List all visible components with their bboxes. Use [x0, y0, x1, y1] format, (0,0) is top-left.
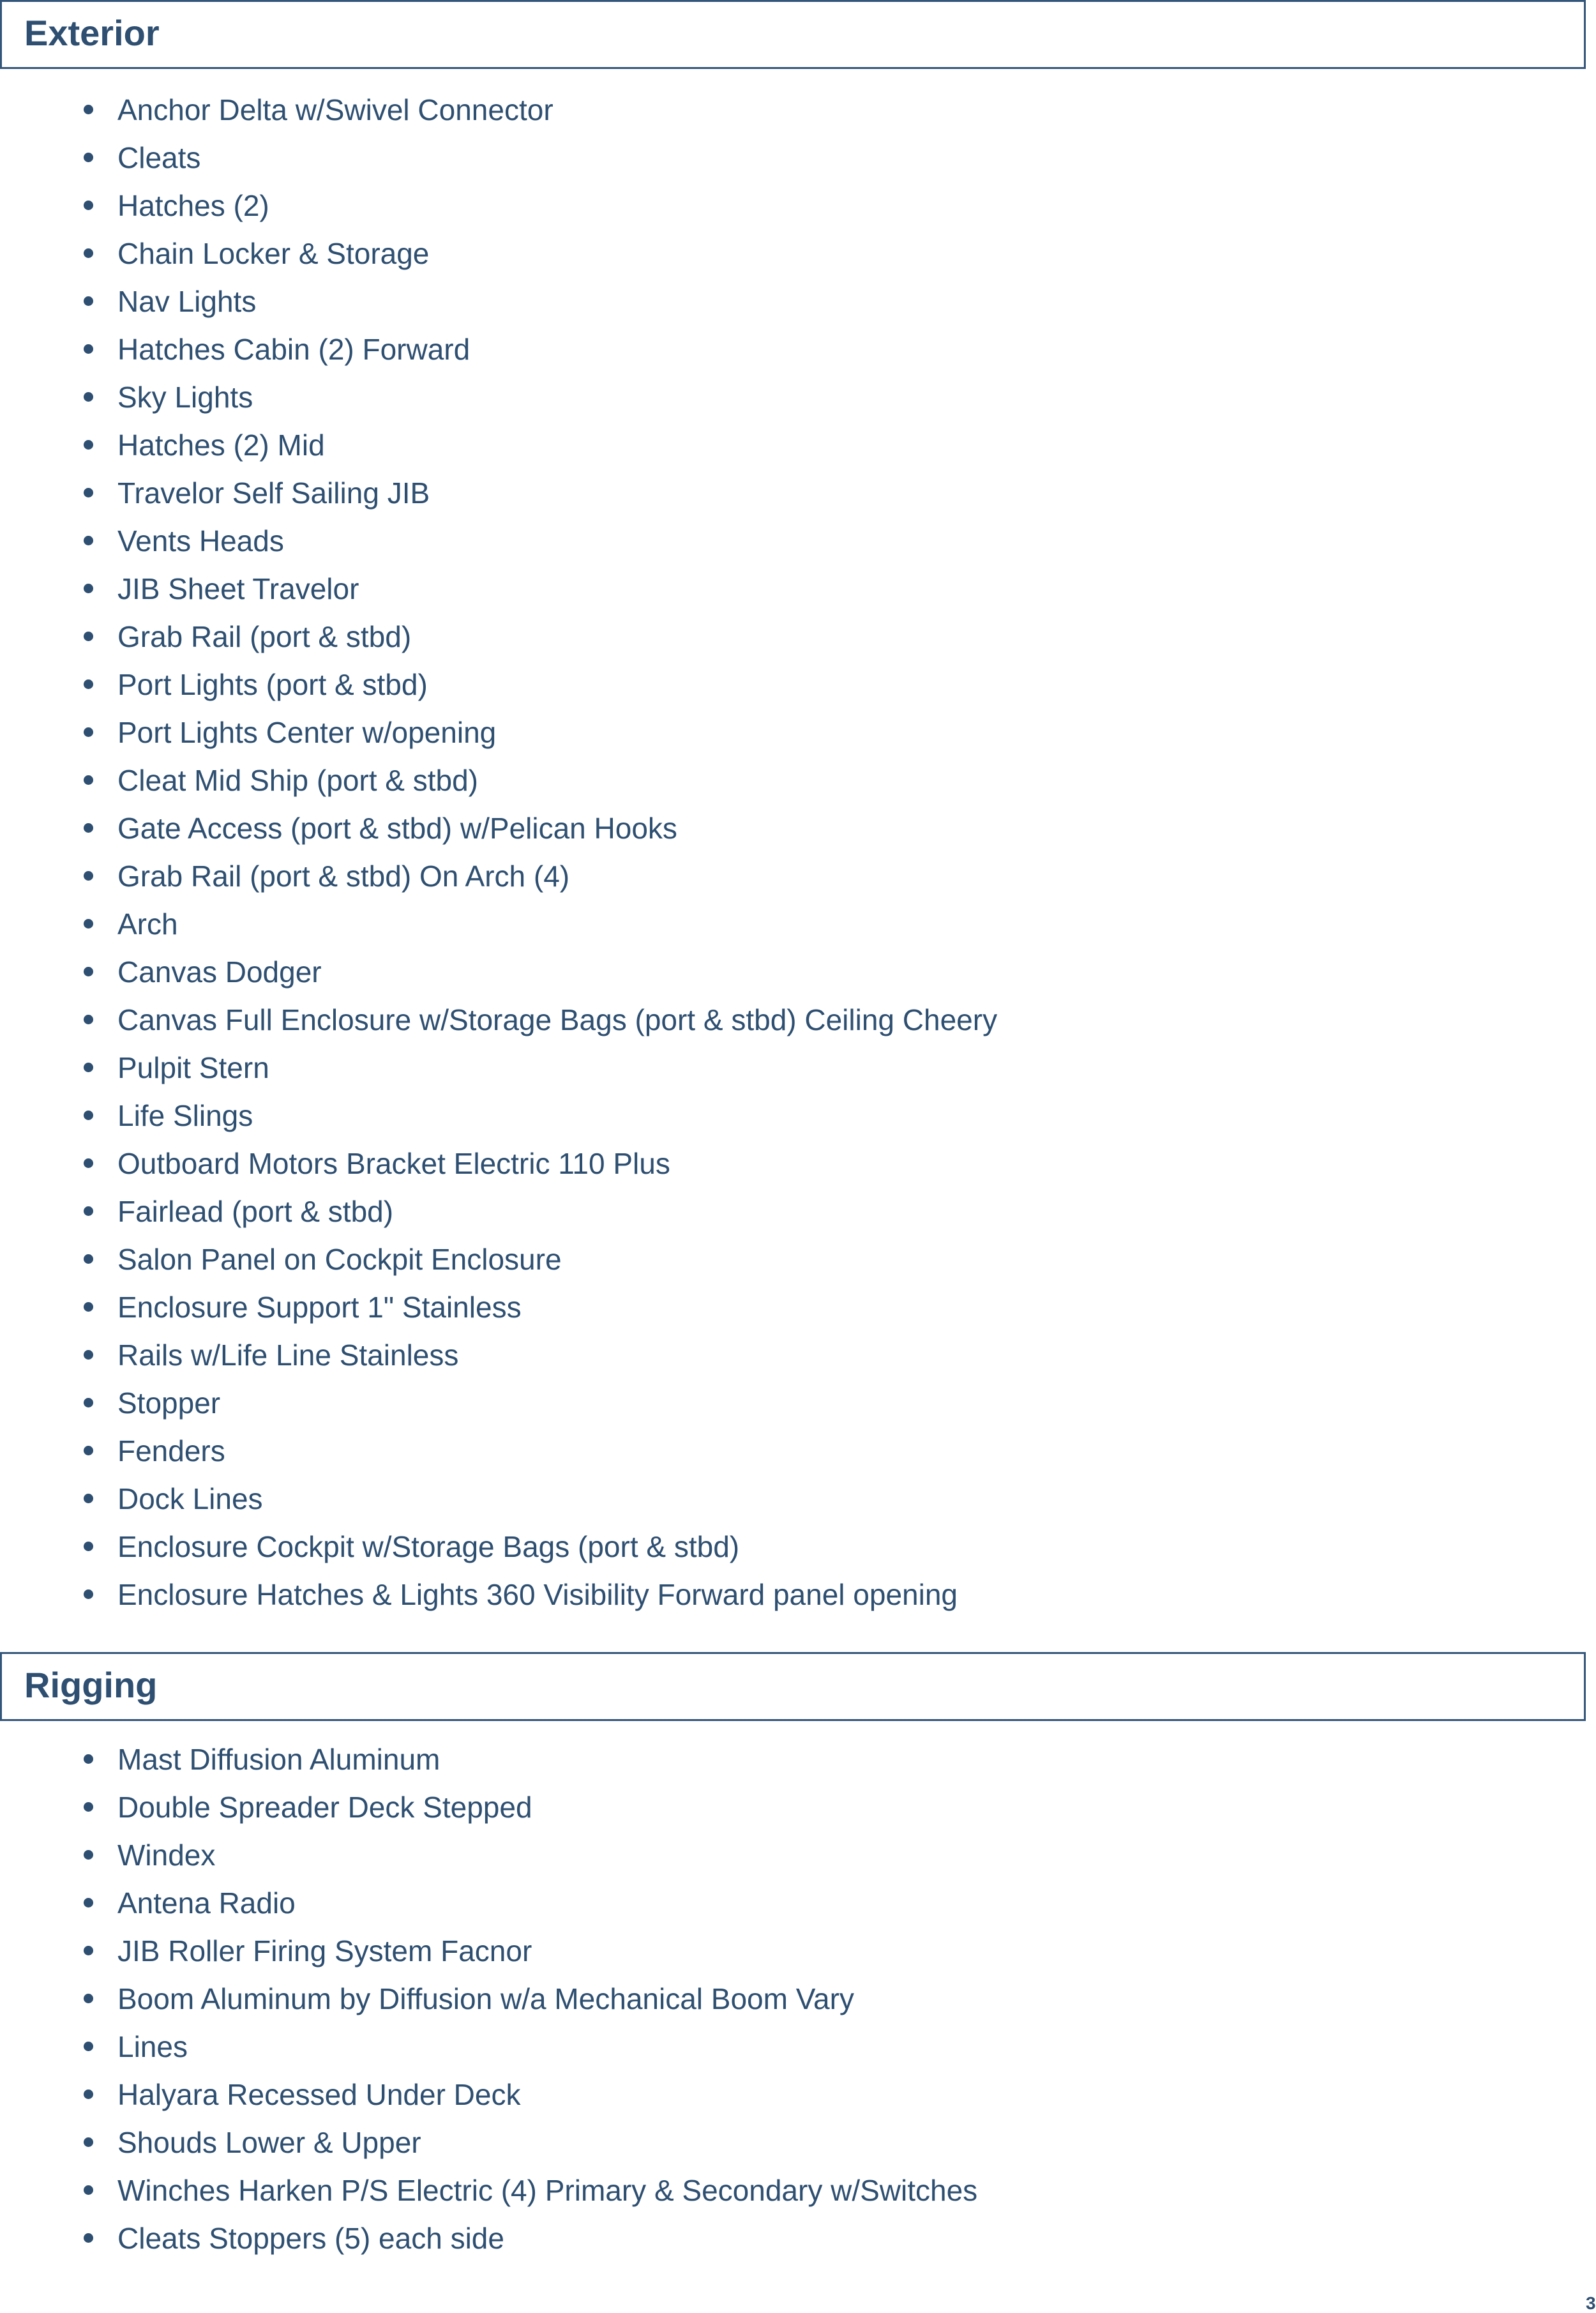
bullet-icon — [84, 1850, 93, 1860]
item-label: Windex — [117, 1839, 216, 1872]
section-header-rigging — [0, 1652, 1586, 1721]
bullet-icon — [84, 1446, 93, 1455]
item-label: Grab Rail (port & stbd) On Arch (4) — [117, 860, 570, 893]
item-label: Sky Lights — [117, 381, 253, 414]
bullet-icon — [84, 967, 93, 976]
item-label: Mast Diffusion Aluminum — [117, 1743, 440, 1776]
item-label: JIB Roller Firing System Facnor — [117, 1934, 532, 1968]
item-label: Shouds Lower & Upper — [117, 2126, 421, 2159]
section-title: Rigging — [24, 1665, 158, 1705]
item-label: Outboard Motors Bracket Electric 110 Plus — [117, 1147, 670, 1180]
bullet-icon — [84, 871, 93, 881]
item-label: Chain Locker & Storage — [117, 237, 430, 270]
item-label: Cleat Mid Ship (port & stbd) — [117, 764, 479, 797]
bullet-icon — [84, 1206, 93, 1216]
item-label: Cleats Stoppers (5) each side — [117, 2222, 504, 2255]
bullet-icon — [84, 632, 93, 641]
bullet-icon — [84, 919, 93, 929]
item-label: Enclosure Support 1" Stainless — [117, 1291, 522, 1324]
item-label: Arch — [117, 907, 178, 941]
bullet-icon — [84, 392, 93, 402]
bullet-icon — [84, 536, 93, 545]
item-label: Stopper — [117, 1386, 221, 1420]
bullet-icon — [84, 1542, 93, 1551]
item-label: Gate Access (port & stbd) w/Pelican Hooks — [117, 812, 677, 845]
item-label: Enclosure Cockpit w/Storage Bags (port & stbd) — [117, 1530, 740, 1563]
item-label: Canvas Dodger — [117, 955, 322, 989]
bullet-icon — [84, 1063, 93, 1072]
bullet-icon — [84, 1111, 93, 1120]
item-label: Hatches Cabin (2) Forward — [117, 333, 471, 366]
bullet-icon — [84, 727, 93, 737]
item-label: Salon Panel on Cockpit Enclosure — [117, 1243, 562, 1276]
bullet-icon — [84, 1254, 93, 1264]
bullet-icon — [84, 1494, 93, 1503]
bullet-icon — [84, 2233, 93, 2243]
item-label: Port Lights Center w/opening — [117, 716, 497, 749]
bullet-icon — [84, 153, 93, 162]
item-label: Anchor Delta w/Swivel Connector — [117, 93, 553, 126]
bullet-icon — [84, 1015, 93, 1024]
bullet-icon — [84, 679, 93, 689]
bullet-icon — [84, 1589, 93, 1599]
item-label: Grab Rail (port & stbd) — [117, 620, 412, 653]
bullet-icon — [84, 584, 93, 593]
bullet-icon — [84, 201, 93, 210]
item-label: Enclosure Hatches & Lights 360 Visibility Forward panel opening — [117, 1578, 958, 1611]
item-label: Dock Lines — [117, 1482, 263, 1515]
bullet-icon — [84, 1302, 93, 1312]
item-label: Lines — [117, 2030, 188, 2063]
bullet-icon — [84, 823, 93, 833]
item-label: Hatches (2) Mid — [117, 428, 325, 462]
bullet-icon — [84, 1350, 93, 1360]
item-label: Port Lights (port & stbd) — [117, 668, 428, 701]
bullet-icon — [84, 2137, 93, 2147]
bullet-icon — [84, 1754, 93, 1764]
item-label: Fairlead (port & stbd) — [117, 1195, 394, 1228]
item-label: Life Slings — [117, 1099, 253, 1132]
item-label: Double Spreader Deck Stepped — [117, 1791, 532, 1824]
bullet-icon — [84, 2089, 93, 2099]
item-label: Vents Heads — [117, 524, 284, 557]
bullet-icon — [84, 296, 93, 306]
bullet-icon — [84, 105, 93, 114]
bullet-icon — [84, 1946, 93, 1955]
bullet-icon — [84, 1802, 93, 1812]
bullet-icon — [84, 440, 93, 450]
item-label: Pulpit Stern — [117, 1051, 269, 1084]
bullet-icon — [84, 2185, 93, 2195]
bullet-icon — [84, 2042, 93, 2051]
item-label: Antena Radio — [117, 1886, 296, 1920]
bullet-icon — [84, 248, 93, 258]
bullet-icon — [84, 775, 93, 785]
item-label: Hatches (2) — [117, 189, 269, 222]
bullet-icon — [84, 488, 93, 497]
bullet-icon — [84, 1398, 93, 1407]
item-label: Boom Aluminum by Diffusion w/a Mechanical Boom Vary — [117, 1982, 854, 2015]
item-label: Canvas Full Enclosure w/Storage Bags (port & stbd) Ceiling Cheery — [117, 1003, 998, 1036]
bullet-icon — [84, 344, 93, 354]
item-label: Halyara Recessed Under Deck — [117, 2078, 521, 2111]
item-label: Winches Harken P/S Electric (4) Primary & Secondary w/Switches — [117, 2174, 978, 2207]
item-label: Cleats — [117, 141, 201, 174]
page-number: 3 — [1586, 2293, 1596, 2313]
item-label: Travelor Self Sailing JIB — [117, 476, 430, 510]
item-label: JIB Sheet Travelor — [117, 572, 359, 605]
section-header-exterior — [0, 0, 1586, 69]
bullet-icon — [84, 1898, 93, 1907]
bullet-icon — [84, 1994, 93, 2003]
item-label: Nav Lights — [117, 285, 257, 318]
item-label: Fenders — [117, 1434, 225, 1467]
item-label: Rails w/Life Line Stainless — [117, 1339, 459, 1372]
section-title: Exterior — [24, 13, 160, 53]
bullet-icon — [84, 1158, 93, 1168]
